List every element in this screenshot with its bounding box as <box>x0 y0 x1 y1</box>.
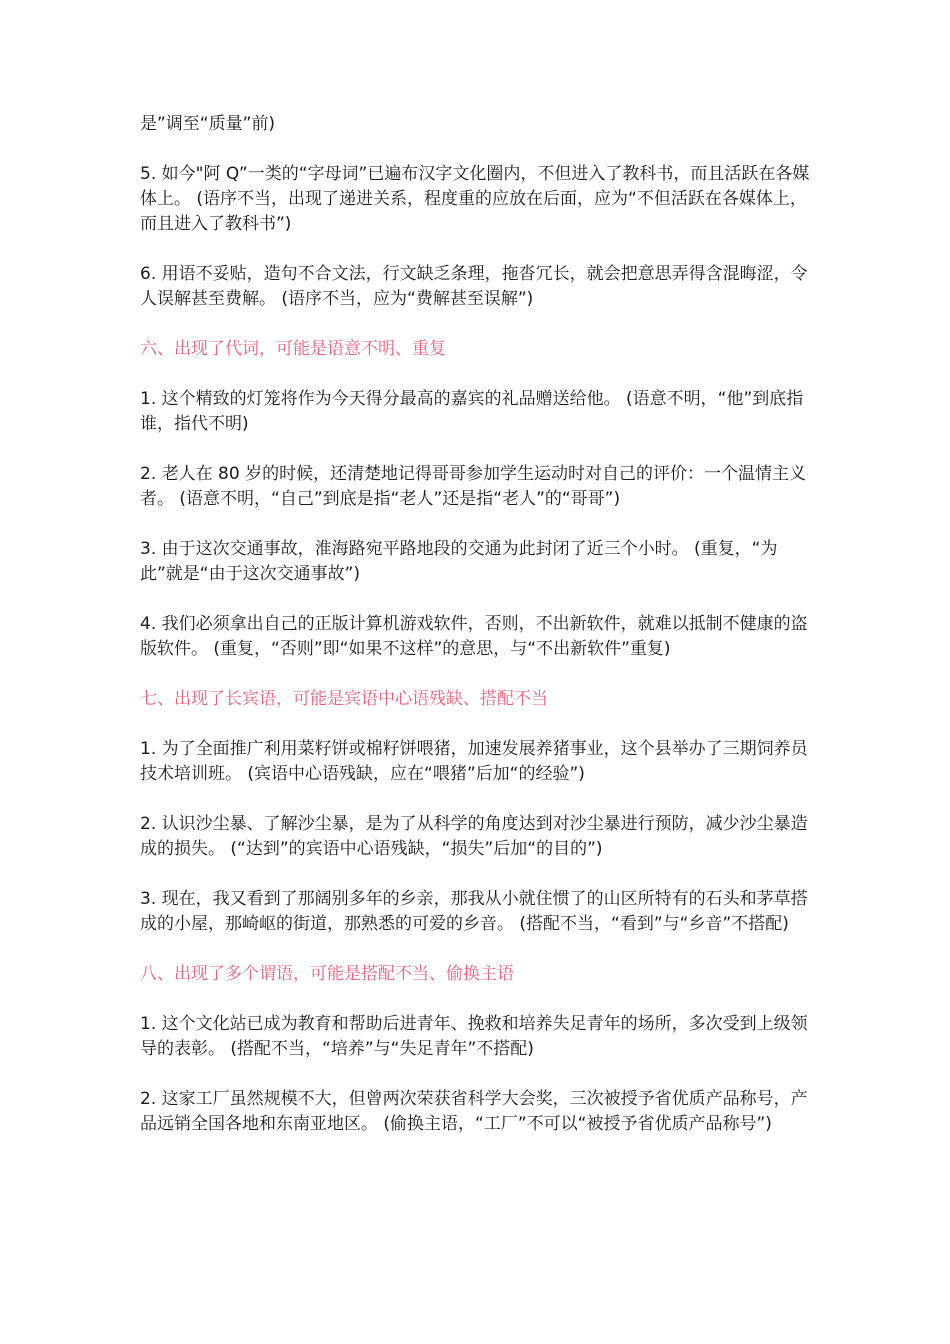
paragraph-item-4: 4. 我们必须拿出自己的正版计算机游戏软件，否则，不出新软件，就难以抵制不健康的盗版软件。 (重复，“否则”即“如果不这样”的意思，与“不出新软件”重复) <box>140 614 808 659</box>
document-page <box>140 112 820 1162</box>
paragraph-item-6: 6. 用语不妥贴，造句不合文法，行文缺乏条理，拖沓冗长，就会把意思弄得含混晦涩，令人误解甚至费解。 (语序不当，应为“费解甚至误解”) <box>140 264 808 309</box>
paragraph-item-2: 2. 老人在 80 岁的时候，还清楚地记得哥哥参加学生运动时对自己的评价：一个温情主义者。 (语意不明，“自己”到底是指“老人”还是指“老人”的“哥哥”) <box>140 464 807 509</box>
section-heading-6: 六、出现了代词，可能是语意不明、重复 <box>140 339 446 359</box>
section-heading-8: 八、出现了多个谓语，可能是搭配不当、偷换主语 <box>140 964 514 984</box>
paragraph-item-3: 3. 现在，我又看到了那阔别多年的乡亲，那我从小就住惯了的山区所特有的石头和茅草搭成的小屋，那崎岖的街道，那熟悉的可爱的乡音。 (搭配不当，“看到”与“乡音”不搭配) <box>140 889 808 934</box>
paragraph-item-5: 5. 如今"阿 Q”一类的“字母词”已遍布汉字文化圈内，不但进入了教科书，而且活跃在各媒体上。 (语序不当，出现了递进关系，程度重的应放在后面，应为“不但活跃在各媒体上，而且进入了教科书”) <box>140 164 810 234</box>
paragraph-item-3: 3. 由于这次交通事故，淮海路宛平路地段的交通为此封闭了近三个小时。 (重复，“为此”就是“由于这次交通事故”) <box>140 539 778 584</box>
paragraph-continuation: 是”调至“质量”前) <box>140 114 276 134</box>
paragraph-item-1: 1. 这个文化站已成为教育和帮助后进青年、挽救和培养失足青年的场所，多次受到上级领导的表彰。 (搭配不当，“培养”与“失足青年”不搭配) <box>140 1014 808 1059</box>
section-heading-7: 七、出现了长宾语，可能是宾语中心语残缺、搭配不当 <box>140 689 548 709</box>
paragraph-item-1: 1. 为了全面推广利用菜籽饼或棉籽饼喂猪，加速发展养猪事业，这个县举办了三期饲养员技术培训班。 (宾语中心语残缺，应在“喂猪”后加“的经验”) <box>140 739 808 784</box>
paragraph-item-1: 1. 这个精致的灯笼将作为今天得分最高的嘉宾的礼品赠送给他。 (语意不明，“他”到底指谁，指代不明) <box>140 389 804 434</box>
paragraph-item-2: 2. 认识沙尘暴、了解沙尘暴，是为了从科学的角度达到对沙尘暴进行预防，减少沙尘暴造成的损失。 (“达到”的宾语中心语残缺，“损失”后加“的目的”) <box>140 814 808 859</box>
paragraph-item-2: 2. 这家工厂虽然规模不大，但曾两次荣获省科学大会奖，三次被授予省优质产品称号，产品远销全国各地和东南亚地区。 (偷换主语，“工厂”不可以“被授予省优质产品称号”) <box>140 1089 808 1134</box>
